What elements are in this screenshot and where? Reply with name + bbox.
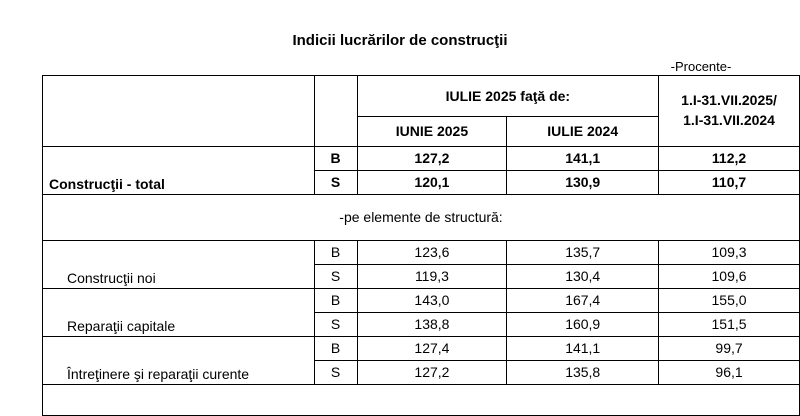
cell-value: 119,3 (357, 265, 507, 289)
table-title: Indicii lucrărilor de construcţii (292, 32, 508, 49)
row-code: B (314, 337, 357, 361)
units-note: -Procente- (670, 59, 732, 74)
cell-value: 127,4 (357, 337, 507, 361)
cell-value: 143,0 (357, 289, 507, 313)
row-code: B (314, 289, 357, 313)
row-code: S (314, 171, 357, 195)
construction-indices-table (42, 75, 800, 416)
cell-value: 135,7 (507, 241, 659, 265)
header-cumulative-line1: 1.I-31.VII.2025/ (681, 92, 777, 108)
cell-value: 127,2 (357, 361, 507, 385)
cell-value: 135,8 (507, 361, 659, 385)
row-code: B (314, 241, 357, 265)
cell-value: 109,6 (659, 265, 800, 289)
header-cumulative-line2: 1.I-31.VII.2024 (683, 112, 775, 128)
row-label-total: Construcţii - total (43, 147, 315, 195)
cell-value: 138,8 (357, 313, 507, 337)
cell-value: 151,5 (659, 313, 800, 337)
row-code: B (314, 147, 357, 171)
cell-value: 130,4 (507, 265, 659, 289)
row-code: S (314, 361, 357, 385)
cell-value: 112,2 (659, 147, 800, 171)
header-empty-code (314, 76, 357, 147)
section-label: -pe elemente de structură: (43, 195, 800, 241)
header-empty-label (43, 76, 315, 147)
cutoff-cell (43, 385, 800, 416)
header-col-iunie: IUNIE 2025 (357, 117, 507, 147)
cell-value: 141,1 (507, 147, 659, 171)
cell-value: 141,1 (507, 337, 659, 361)
table-row (43, 289, 800, 313)
cell-value: 127,2 (357, 147, 507, 171)
cell-value: 155,0 (659, 289, 800, 313)
table-row (43, 241, 800, 265)
row-label-intretinere: Întreţinere şi reparaţii curente (43, 337, 315, 385)
cell-value: 109,3 (659, 241, 800, 265)
cell-value: 130,9 (507, 171, 659, 195)
header-col-iulie: IULIE 2024 (507, 117, 659, 147)
cell-value: 120,1 (357, 171, 507, 195)
cell-value: 160,9 (507, 313, 659, 337)
row-code: S (314, 313, 357, 337)
section-row (43, 195, 800, 241)
cell-value: 96,1 (659, 361, 800, 385)
row-label-reparatii-capitale: Reparaţii capitale (43, 289, 315, 337)
header-group-label: IULIE 2025 faţă de: (357, 76, 659, 117)
table-row (43, 147, 800, 171)
table-row (43, 337, 800, 361)
table-row-cutoff (43, 385, 800, 416)
row-code: S (314, 265, 357, 289)
header-row-1 (43, 76, 800, 117)
cell-value: 123,6 (357, 241, 507, 265)
cell-value: 110,7 (659, 171, 800, 195)
header-cumulative (659, 76, 800, 147)
row-label-constructii-noi: Construcţii noi (43, 241, 315, 289)
cell-value: 167,4 (507, 289, 659, 313)
cell-value: 99,7 (659, 337, 800, 361)
